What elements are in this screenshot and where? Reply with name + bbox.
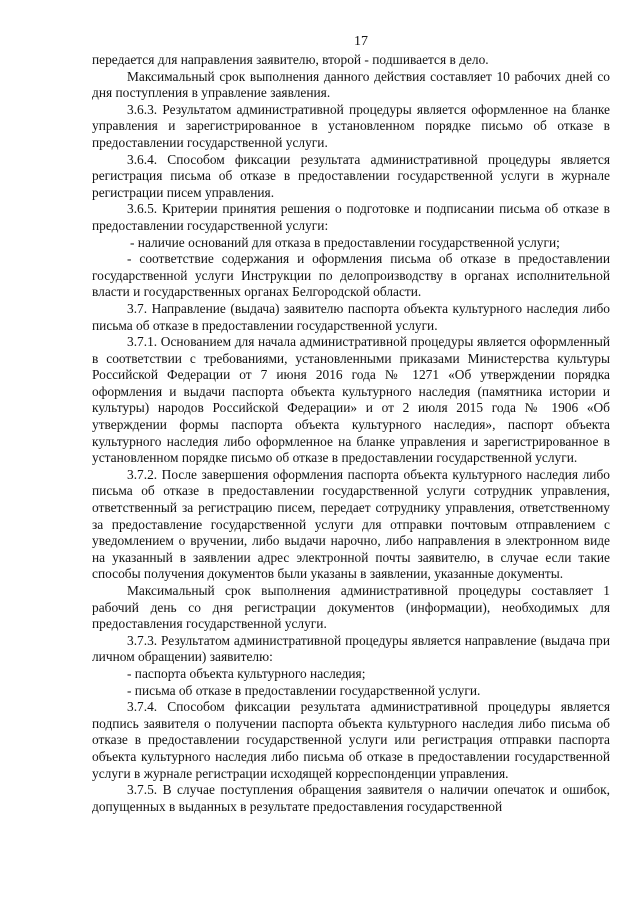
- paragraph-3: 3.6.4. Способом фиксации результата административной процедуры является регистрация письма об отказе в предоставлении государственной услуги в журнале регистрации писем управления.: [92, 151, 610, 200]
- paragraph-12: - паспорта объекта культурного наследия;: [127, 665, 366, 681]
- paragraph-0: передается для направления заявителю, второй - подшивается в дело.: [92, 52, 489, 67]
- paragraph-14: 3.7.4. Способом фиксации результата административной процедуры является подпись заявителя о получении паспорта объекта культурного наследия либо письма об отказе в предоставлении государственной услуги или регистрация отправки паспорта объекта культурного наследия либо письма об отказе в предоставлении государственной услуги в журнале регистрации исходящей корреспонденции управления.: [92, 699, 610, 781]
- paragraph-11: 3.7.3. Результатом административной процедуры является направление (выдача при личном обращении) заявителю:: [92, 632, 610, 665]
- paragraph-7: 3.7. Направление (выдача) заявителю паспорта объекта культурного наследия либо письма об отказе в предоставлении государственной услуги.: [92, 300, 610, 333]
- document-body: [92, 52, 610, 815]
- paragraph-6: - соответствие содержания и оформления письма об отказе в предоставлении государственной услуги Инструкции по делопроизводству в органах исполнительной власти и государственных органах Белгородской области.: [92, 251, 610, 300]
- paragraph-2: 3.6.3. Результатом административной процедуры является оформленное на бланке управления и зарегистрированное в установленном порядке письмо об отказе в предоставлении государственной услуги.: [92, 101, 610, 150]
- paragraph-9: 3.7.2. После завершения оформления паспорта объекта культурного наследия либо письма об отказе в предоставлении государственной услуги сотрудник управления, ответственный за регистрацию писем, передает сотруднику управления, ответственному за предоставление государственной услуги для отправки почтовым отправлением с уведомлением о вручении, либо выдачи нарочно, либо направления в электронном виде на указанный в заявлении адрес электронной почты заявителю, в случае если такие способы получения документов были указаны в заявлении, указанные документы.: [92, 466, 610, 582]
- paragraph-1: Максимальный срок выполнения данного действия составляет 10 рабочих дней со дня поступления в управление заявления.: [92, 68, 610, 101]
- paragraph-4: 3.6.5. Критерии принятия решения о подготовке и подписании письма об отказе в предоставлении государственной услуги:: [92, 201, 610, 233]
- paragraph-5: - наличие оснований для отказа в предоставлении государственной услуги;: [130, 234, 560, 250]
- paragraph-15: 3.7.5. В случае поступления обращения заявителя о наличии опечаток и ошибок, допущенных в выданных в результате предоставления государственной: [92, 782, 610, 814]
- paragraph-8: 3.7.1. Основанием для начала административной процедуры является оформленный в соответствии с требованиями, установленными приказами Министерства культуры Российской Федерации от 7 июня 2016 года № 1271 «Об утверждении порядка оформления и выдачи паспорта объекта культурного наследия (памятника истории и культуры) народов Российской Федерации» и от 2 июля 2015 года № 1906 «Об утверждении формы паспорта объекта культурного наследия», паспорт объекта культурного наследия либо оформленное на бланке управления и зарегистрированное в установленном порядке письмо об отказе в предоставлении государственной услуги.: [92, 334, 610, 466]
- paragraph-10: Максимальный срок выполнения административной процедуры составляет 1 рабочий день со дня регистрации документов (информации), необходимых для предоставления государственной услуги.: [92, 583, 610, 632]
- paragraph-13: - письма об отказе в предоставлении государственной услуги.: [127, 682, 481, 698]
- page-number: 17: [354, 34, 368, 49]
